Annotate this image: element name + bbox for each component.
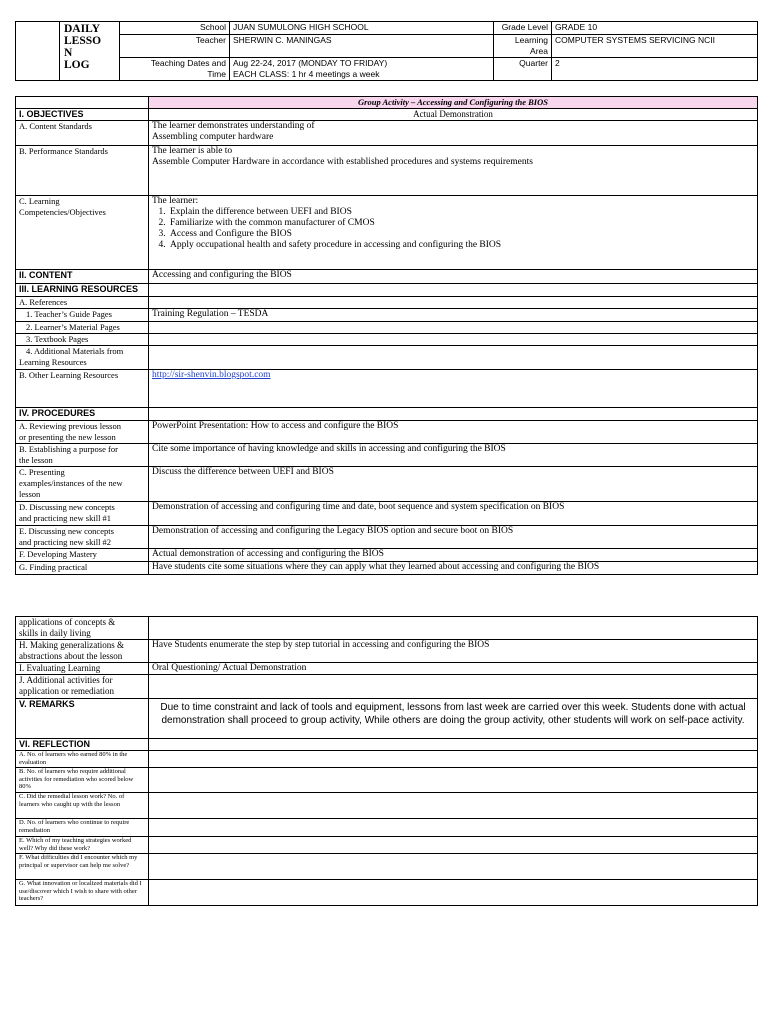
textbook-pages-label: 3. Textbook Pages (16, 334, 149, 346)
generalizations-value: Have Students enumerate the step by step tutorial in accessing and configuring the BIOS (149, 640, 758, 663)
reflection-g-label: G. What innovation or localized materials did I use/discover which I wish to share with other teachers? (16, 880, 149, 906)
competencies-list (152, 207, 754, 251)
teaching-dates-value: Aug 22-24, 2017 (MONDAY TO FRIDAY) EACH CLASS: 1 hr 4 meetings a week (230, 58, 494, 81)
reflection-heading: VI. REFLECTION (16, 739, 149, 751)
reviewing-lesson-value: PowerPoint Presentation: How to access and configure the BIOS (149, 421, 758, 444)
grade-level-label: Grade Level (494, 22, 552, 35)
lesson-table-page-2 (15, 616, 758, 906)
competency-item: 3. Access and Configure the BIOS (168, 229, 754, 240)
procedures-heading: IV. PROCEDURES (16, 408, 149, 421)
performance-standards-label: B. Performance Standards (16, 146, 149, 196)
content-standards-label: A. Content Standards (16, 121, 149, 146)
reflection-a-label: A. No. of learners who earned 80% in the evaluation (16, 751, 149, 768)
discussing-skill-2-value: Demonstration of accessing and configuring the Legacy BIOS option and secure boot on BIOS (149, 526, 758, 549)
reflection-a-value (149, 751, 758, 768)
finding-practical-continued-label: applications of concepts & skills in daily living (16, 617, 149, 640)
references-value (149, 297, 758, 309)
content-heading: II. CONTENT (16, 270, 149, 284)
lesson-table-page-1 (15, 96, 758, 575)
grade-level-value: GRADE 10 (552, 22, 758, 35)
establishing-purpose-value: Cite some importance of having knowledge and skills in accessing and configuring the BIOS (149, 444, 758, 467)
teacher-value: SHERWIN C. MANINGAS (230, 35, 494, 58)
additional-materials-value (149, 346, 758, 370)
textbook-pages-value (149, 334, 758, 346)
developing-mastery-label: F. Developing Mastery (16, 549, 149, 562)
reflection-d-label: D. No. of learners who continue to require remediation (16, 819, 149, 837)
competency-item: 2. Familiarize with the common manufacturer of CMOS (168, 218, 754, 229)
learning-resources-heading: III. LEARNING RESOURCES (16, 284, 149, 297)
blog-link[interactable]: http://sir-shenvin.blogspot.com (152, 370, 271, 380)
competency-item: 1. Explain the difference between UEFI and BIOS (168, 207, 754, 218)
blank-label-cell (16, 97, 149, 109)
reviewing-lesson-label: A. Reviewing previous lesson or presenting the new lesson (16, 421, 149, 444)
remarks-value: Due to time constraint and lack of tools and equipment, lessons from last week are carried over this week. Students done with actual demonstration shall proceed to group activity, While others are doing the group activity, other students will work on self-pace activity. (149, 699, 758, 739)
teachers-guide-value: Training Regulation – TESDA (149, 309, 758, 322)
developing-mastery-value: Actual demonstration of accessing and configuring the BIOS (149, 549, 758, 562)
objectives-subtitle: Actual Demonstration (149, 109, 758, 121)
competency-item: 4. Apply occupational health and safety procedure in accessing and configuring the BIOS (168, 240, 754, 251)
additional-activities-label: J. Additional activities for application or remediation (16, 675, 149, 699)
additional-materials-label: 4. Additional Materials from Learning Resources (16, 346, 149, 370)
evaluating-learning-label: I. Evaluating Learning (16, 663, 149, 675)
teachers-guide-label: 1. Teacher’s Guide Pages (16, 309, 149, 322)
reflection-b-value (149, 768, 758, 793)
quarter-label: Quarter (494, 58, 552, 81)
content-value: Accessing and configuring the BIOS (149, 270, 758, 284)
presenting-examples-label: C. Presenting examples/instances of the new lesson (16, 467, 149, 502)
reflection-b-label: B. No. of learners who require additional activities for remediation who scored below 80% (16, 768, 149, 793)
discussing-skill-2-label: E. Discussing new concepts and practicing new skill #2 (16, 526, 149, 549)
establishing-purpose-label: B. Establishing a purpose for the lesson (16, 444, 149, 467)
remarks-heading: V. REMARKS (16, 699, 149, 739)
other-resources-value (149, 370, 758, 408)
reflection-value (149, 739, 758, 751)
header-table (15, 21, 758, 81)
reflection-e-label: E. Which of my teaching strategies worked well? Why did these work? (16, 837, 149, 854)
activity-title: Group Activity – Accessing and Configuring the BIOS (149, 97, 758, 109)
discussing-skill-1-value: Demonstration of accessing and configuring time and date, boot sequence and system specification on BIOS (149, 502, 758, 526)
reflection-e-value (149, 837, 758, 854)
finding-practical-value: Have students cite some situations where they can apply what they learned about accessing and configuring the BIOS (149, 562, 758, 575)
quarter-value: 2 (552, 58, 758, 81)
generalizations-label: H. Making generalizations & abstractions about the lesson (16, 640, 149, 663)
learning-area-label: Learning Area (494, 35, 552, 58)
header-blank-cell (16, 22, 60, 81)
objectives-heading: I. OBJECTIVES (16, 109, 149, 121)
other-resources-label: B. Other Learning Resources (16, 370, 149, 408)
reflection-f-label: F. What difficulties did I encounter which my principal or supervisor can help me solve? (16, 854, 149, 880)
learning-area-value: COMPUTER SYSTEMS SERVICING NCII (552, 35, 758, 58)
discussing-skill-1-label: D. Discussing new concepts and practicing new skill #1 (16, 502, 149, 526)
reflection-f-value (149, 854, 758, 880)
school-label: School (120, 22, 230, 35)
reflection-c-value (149, 793, 758, 819)
daily-lesson-log-title: DAILY LESSO N LOG (60, 22, 120, 81)
performance-standards-value: The learner is able to Assemble Computer Hardware in accordance with established procedures and systems requirements (149, 146, 758, 196)
reflection-d-value (149, 819, 758, 837)
references-label: A. References (16, 297, 149, 309)
evaluating-learning-value: Oral Questioning/ Actual Demonstration (149, 663, 758, 675)
competencies-value: The learner: 1. Explain the difference between UEFI and BIOS 2. Familiarize with the common manufacturer of CMOS 3. Access and Configure the BIOS 4. Apply occupational health and safety procedure in accessing and configuring the BIOS (149, 196, 758, 270)
procedures-value (149, 408, 758, 421)
learning-resources-value (149, 284, 758, 297)
finding-practical-continued-value (149, 617, 758, 640)
learners-material-label: 2. Learner’s Material Pages (16, 322, 149, 334)
presenting-examples-value: Discuss the difference between UEFI and BIOS (149, 467, 758, 502)
teaching-dates-label: Teaching Dates and Time (120, 58, 230, 81)
reflection-g-value (149, 880, 758, 906)
additional-activities-value (149, 675, 758, 699)
competencies-label: C. Learning Competencies/Objectives (16, 196, 149, 270)
teacher-label: Teacher (120, 35, 230, 58)
reflection-c-label: C. Did the remedial lesson work? No. of learners who caught up with the lesson (16, 793, 149, 819)
learners-material-value (149, 322, 758, 334)
finding-practical-label: G. Finding practical (16, 562, 149, 575)
school-value: JUAN SUMULONG HIGH SCHOOL (230, 22, 494, 35)
content-standards-value: The learner demonstrates understanding of Assembling computer hardware (149, 121, 758, 146)
